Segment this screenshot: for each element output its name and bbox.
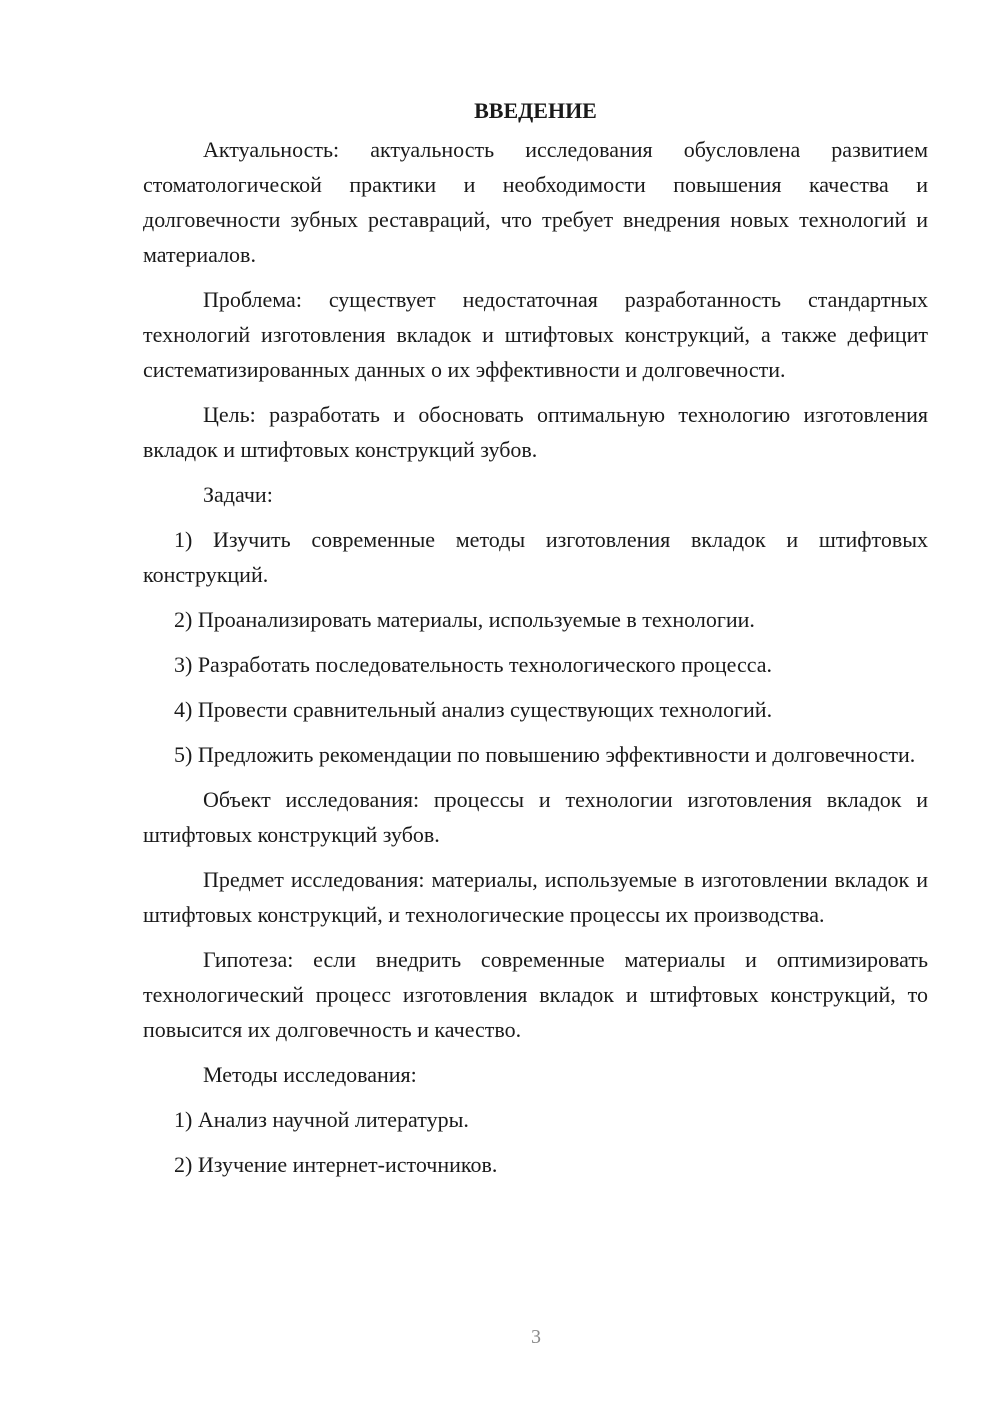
paragraph-relevance: Актуальность: актуальность исследования обусловлена развитием стоматологической практики и необходимости повышения качества и долговечности зубных реставраций, что требует внедрения новых технологий и материалов. [143,137,928,267]
task-item-3: 3) Разработать последовательность технологического процесса. [174,652,773,677]
task-item-2: 2) Проанализировать материалы, используемые в технологии. [174,607,755,632]
task-item-1: 1) Изучить современные методы изготовления вкладок и штифтовых конструкций. [143,527,928,587]
paragraph-hypothesis: Гипотеза: если внедрить современные материалы и оптимизировать технологический процесс изготовления вкладок и штифтовых конструкций, то повысится их долговечность и качество. [143,947,928,1042]
page-number: 3 [531,1326,541,1348]
method-item-1: 1) Анализ научной литературы. [174,1107,469,1132]
page-title: ВВЕДЕНИЕ [474,98,597,123]
method-item-2: 2) Изучение интернет-источников. [174,1152,498,1177]
task-item-5: 5) Предложить рекомендации по повышению эффективности и долговечности. [174,742,916,767]
paragraph-problem: Проблема: существует недостаточная разработанность стандартных технологий изготовления вкладок и штифтовых конструкций, а также дефицит систематизированных данных о их эффективности и долговечности. [143,287,928,382]
paragraph-methods-heading: Методы исследования: [203,1062,417,1087]
task-item-4: 4) Провести сравнительный анализ существующих технологий. [174,697,773,722]
paragraph-subject: Предмет исследования: материалы, используемые в изготовлении вкладок и штифтовых конструкций, и технологические процессы их производства. [143,867,928,927]
paragraph-tasks-heading: Задачи: [203,482,273,507]
document-page [143,93,928,1192]
paragraph-object: Объект исследования: процессы и технологии изготовления вкладок и штифтовых конструкций зубов. [143,787,928,847]
paragraph-goal: Цель: разработать и обосновать оптимальную технологию изготовления вкладок и штифтовых конструкций зубов. [143,402,928,462]
